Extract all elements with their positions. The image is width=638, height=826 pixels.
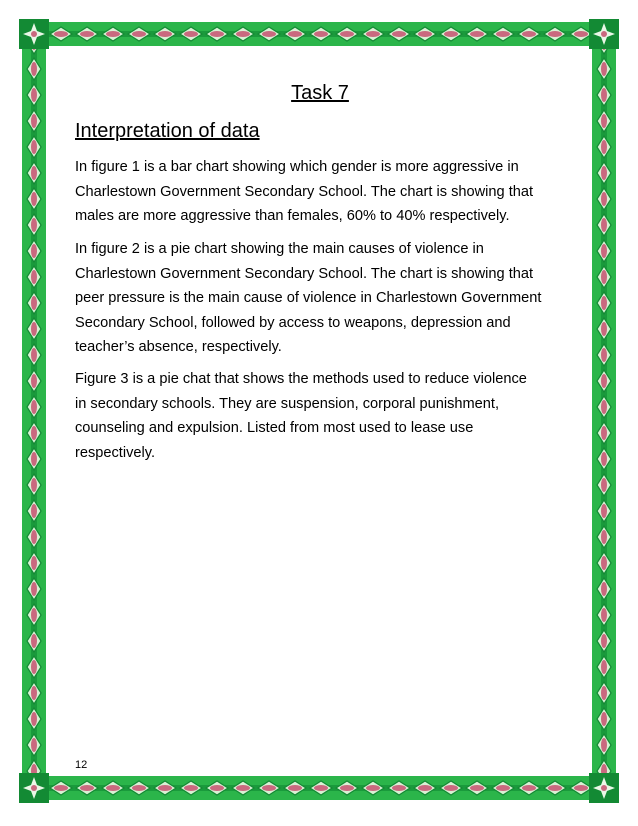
paragraph-line: Charlestown Government Secondary School. The chart is showing that [75, 183, 534, 200]
corner-ornament-icon [19, 773, 49, 803]
paragraph-line: in secondary schools. They are suspension, corporal punishment, [75, 395, 499, 412]
decorative-border-bottom [22, 776, 616, 800]
corner-ornament-icon [589, 773, 619, 803]
paragraph-line: counseling and expulsion. Listed from most used to lease use [75, 420, 474, 437]
paragraph-line: teacher’s absence, respectively. [75, 339, 282, 356]
paragraph-line: In figure 1 is a bar chart showing which gender is more aggressive in [75, 159, 519, 175]
paragraph-line: In figure 2 is a pie chart showing the main causes of violence in [75, 241, 484, 257]
section-heading: Interpretation of data [75, 120, 260, 142]
page-title: Task 7 [291, 82, 349, 104]
paragraph-line: Charlestown Government Secondary School. The chart is showing that [75, 265, 534, 282]
paragraph-line: peer pressure is the main cause of violence in Charlestown Government [75, 290, 542, 307]
page-number: 12 [75, 759, 88, 771]
decorative-border-right [592, 30, 616, 792]
paragraph-line: Figure 3 is a pie chat that shows the methods used to reduce violence [75, 371, 527, 387]
paragraph-line: respectively. [75, 444, 156, 461]
paragraph-figure-3 [75, 367, 565, 465]
paragraph-line: males are more aggressive than females, 60% to 40% respectively. [75, 208, 510, 225]
paragraph-figure-1 [75, 155, 565, 229]
corner-ornament-icon [589, 19, 619, 49]
paragraph-line: Secondary School, followed by access to weapons, depression and [75, 314, 511, 331]
paragraph-figure-2 [75, 237, 565, 360]
decorative-border-top [22, 22, 616, 46]
corner-ornament-icon [19, 19, 49, 49]
decorative-border-left [22, 30, 46, 792]
